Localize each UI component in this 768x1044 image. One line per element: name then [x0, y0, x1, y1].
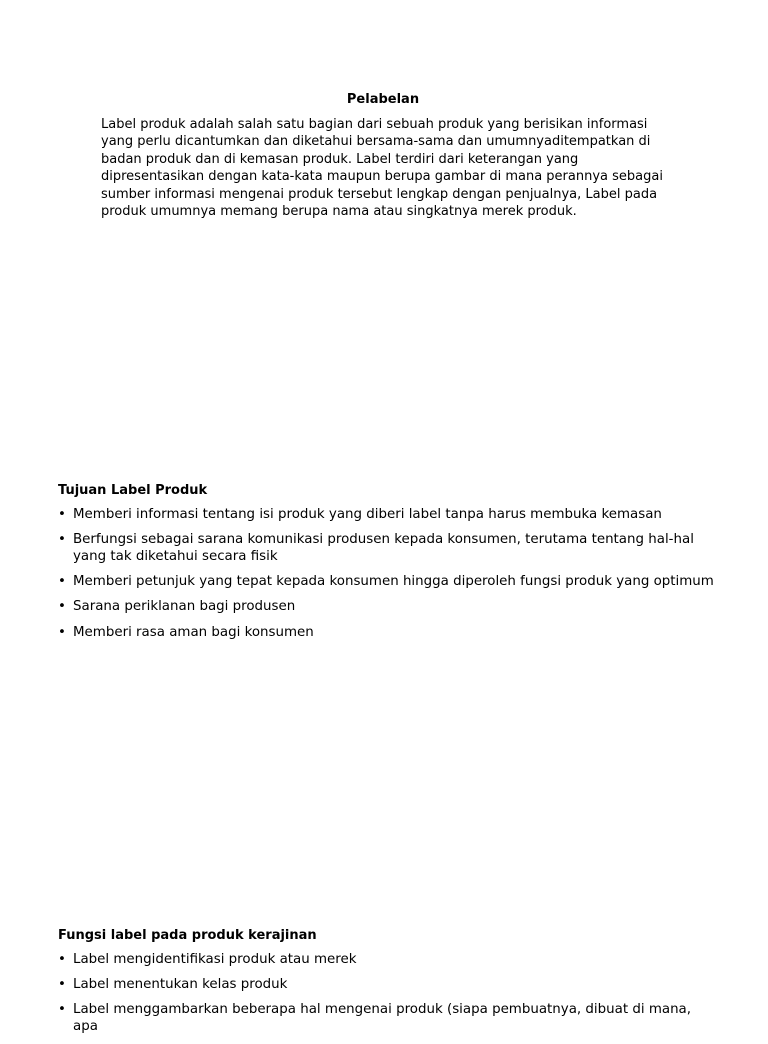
list-item	[58, 532, 714, 566]
list-item	[58, 574, 714, 591]
list-item-text: Memberi petunjuk yang tepat kepada konsumen hingga diperoleh fungsi produk yang optimum	[73, 574, 714, 590]
list-item-text: Label mengidentifikasi produk atau merek	[73, 952, 357, 967]
page-title: Pelabelan	[346, 92, 420, 107]
bullet-icon: •	[58, 624, 66, 640]
list-item	[58, 977, 714, 994]
list-item	[58, 507, 714, 524]
list-item-text: Memberi informasi tentang isi produk yang diberi label tanpa harus membuka kemasan	[73, 507, 662, 522]
bullet-icon: •	[58, 532, 66, 548]
intro-paragraph: Label produk adalah salah satu bagian dari sebuah produk yang berisikan informasi yang perlu dicantumkan dan diketahui bersama-sama dan umumnyaditempatkan di badan produk dan di kemasan produk. Label terdiri dari keterangan yang dipresentasikan dengan kata-kata maupun berupa gambar di mana perannya sebagai sumber informasi mengenai produk tersebut lengkap dengan penjualnya, Label pada produk umumnya memang berupa nama atau singkatnya merek produk.	[101, 117, 663, 220]
bullet-icon: •	[58, 1002, 66, 1018]
list-item	[58, 625, 714, 642]
list-item-text: Label menentukan kelas produk	[73, 977, 288, 993]
fungsi-list	[58, 952, 714, 1044]
list-item	[58, 952, 714, 969]
bullet-icon: •	[58, 574, 66, 590]
section-heading-fungsi: Fungsi label pada produk kerajinan	[58, 928, 317, 943]
list-item-text: Sarana periklanan bagi produsen	[73, 599, 296, 615]
list-item	[58, 1002, 714, 1036]
list-item-text: Label menggambarkan beberapa hal mengenai produk (siapa pembuatnya, dibuat di mana, apa	[73, 1002, 692, 1035]
list-item	[58, 599, 714, 616]
bullet-icon: •	[58, 952, 66, 967]
list-item-text: Memberi rasa aman bagi konsumen	[73, 624, 314, 640]
bullet-icon: •	[58, 977, 66, 993]
bullet-icon: •	[58, 599, 66, 615]
list-item-text: Berfungsi sebagai sarana komunikasi produsen kepada konsumen, terutama tentang hal-hal yang tak diketahui secara fisik	[73, 532, 694, 564]
bullet-icon: •	[58, 507, 66, 522]
tujuan-list	[58, 507, 714, 650]
section-heading-tujuan: Tujuan Label Produk	[58, 483, 208, 498]
